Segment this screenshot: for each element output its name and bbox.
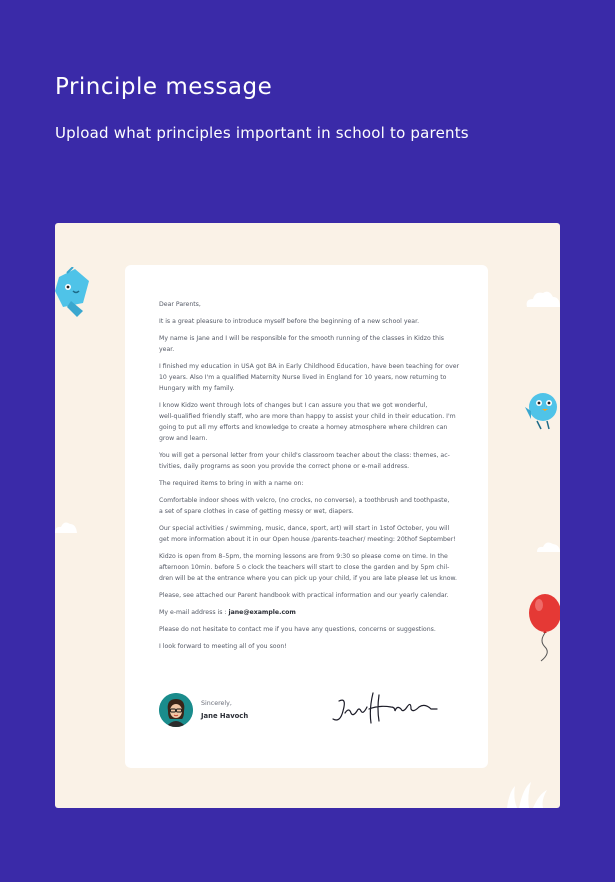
letter-card [125,265,488,768]
letter-greeting: Dear Parents, [159,301,201,308]
letter-line: The required items to bring in with a name on: [159,480,304,487]
letter-line: tivities, daily programs as soon you provide the correct phone or e-mail address. [159,463,410,470]
signature-block [159,693,459,733]
letter-line: You will get a personal letter from your child's classroom teacher about the class: themes, ac- [159,452,450,459]
letter-closing: I look forward to meeting all of you soon! [159,643,287,650]
letter-line: Kidzo is open from 8–5pm, the morning lessons are from 9:30 so please come on time. In the [159,553,448,560]
letter-paragraph [159,400,459,444]
bird-icon [55,267,95,319]
letter-line: afternoon 10min. before 5 o clock the teachers will start to close the garden and by 5pm chil- [159,564,450,571]
letter-paragraph [159,590,459,601]
letter-line: Hungary with my family. [159,385,235,392]
letter-paragraph [159,333,459,355]
letter-line: I know Kidzo went through lots of changes but I can assure you that we got wonderful, [159,402,428,409]
letter-paragraph [159,495,459,517]
page-title: Principle message [55,74,273,100]
balloon-icon [527,593,560,665]
email-prefix: My e-mail address is : [159,609,229,616]
letter-line: 10 years. Also I'm a qualified Maternity Nurse lived in England for 10 years, now returning to [159,374,447,381]
letter-preview-panel [55,223,560,808]
letter-paragraph [159,316,459,327]
grass-icon [501,779,560,808]
signer-name: Jane Havoch [201,712,249,720]
letter-line: It is a great pleasure to introduce myself before the beginning of a new school year. [159,318,420,325]
letter-paragraph [159,450,459,472]
letter-line: a set of spare clothes in case of getting messy or wet, diapers. [159,508,354,515]
letter-line: Please, see attached our Parent handbook with practical information and our yearly calendar. [159,592,449,599]
letter-line: going to put all my efforts and knowledge to create a homey atmosphere where children can [159,424,448,431]
letter-paragraph [159,361,459,394]
letter-line: year. [159,346,175,353]
cloud-icon [55,519,77,535]
email-link[interactable]: jane@example.com [228,609,296,616]
bird-icon [525,389,560,431]
letter-line: well-qualified friendly staff, who are more than happy to assist your child in their education. I'm [159,413,456,420]
letter-email-line [159,607,459,618]
letter-line: dren will be at the entrance where you can pick up your child, if you are late please let us know. [159,575,458,582]
letter-line: get more information about it in our Open house /parents-teacher/ meeting: 20thof September! [159,536,456,543]
avatar-photo [159,693,193,727]
letter-paragraph [159,523,459,545]
page-subtitle: Upload what principles important in school to parents [55,124,469,142]
sincerely-label: Sincerely, [201,700,232,707]
letter-line: I finished my education in USA got BA in Early Childhood Education, have been teaching for over [159,363,460,370]
cloud-icon [523,289,560,309]
letter-line: grow and learn. [159,435,208,442]
letter-paragraph [159,478,459,489]
signature-icon [329,691,441,727]
letter-body [159,299,459,658]
letter-line: My name is Jane and I will be responsible for the smooth running of the classes in Kidzo this [159,335,445,342]
letter-paragraph [159,551,459,584]
cloud-icon [535,539,560,553]
letter-closing: Please do not hesitate to contact me if you have any questions, concerns or suggestions. [159,626,436,633]
letter-line: Comfortable indoor shoes with velcro, (no crocks, no converse), a toothbrush and toothpaste, [159,497,450,504]
letter-line: Our special activities / swimming, music, dance, sport, art) will start in 1stof October, you will [159,525,450,532]
